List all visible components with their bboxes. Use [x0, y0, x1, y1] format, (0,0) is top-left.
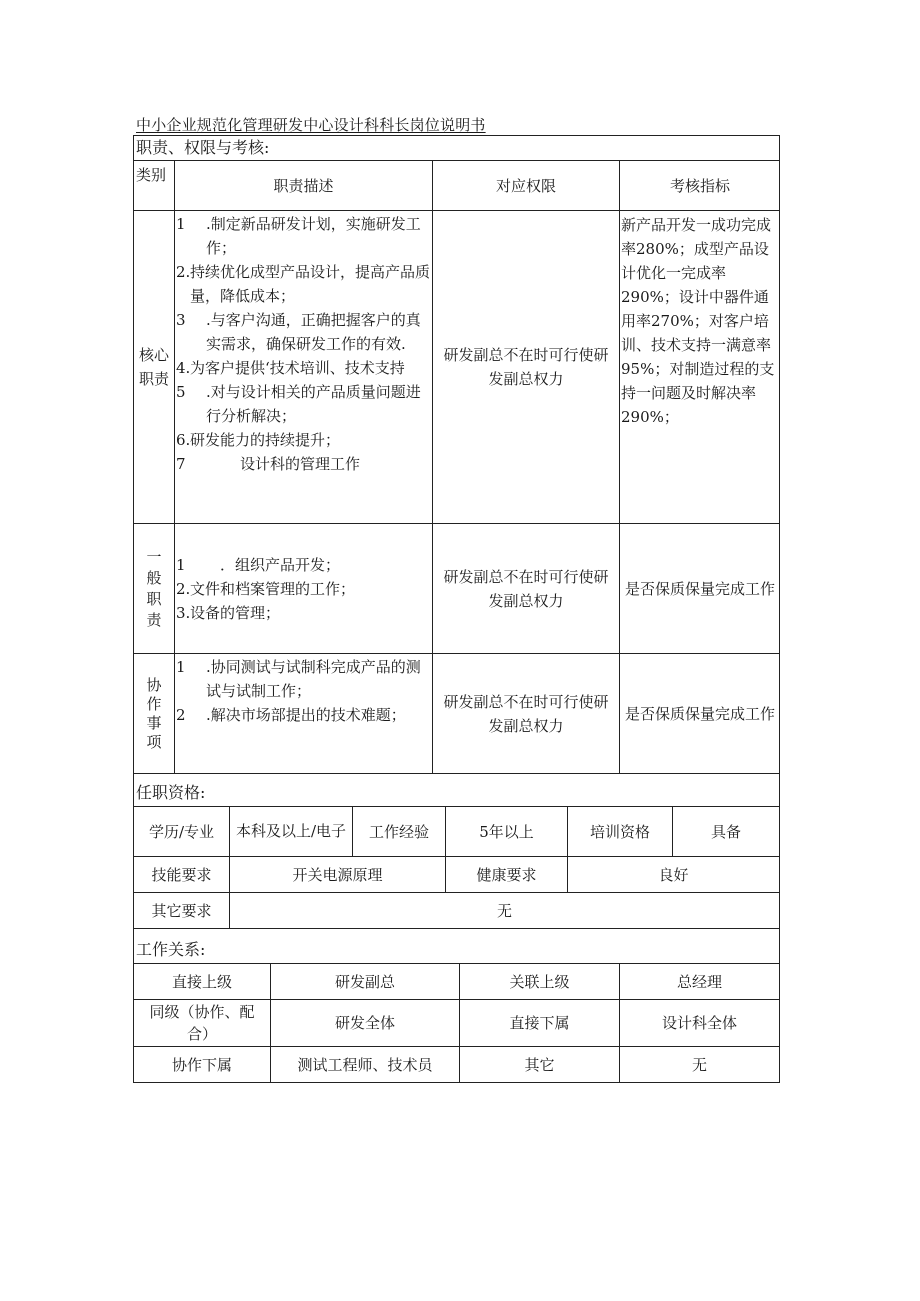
item-number: 7	[176, 455, 186, 473]
item-number: 1	[176, 215, 186, 233]
skill-label: 技能要求	[151, 865, 212, 884]
core-duties-label	[134, 211, 174, 523]
item-number: 2.	[176, 263, 191, 281]
related-superior-label: 关联上级	[509, 972, 570, 991]
coop-authority: 研发副总不在时可行使研发副总权力	[443, 692, 609, 735]
coop-kpi: 是否保质保量完成工作	[624, 704, 775, 723]
list-item	[176, 655, 431, 703]
item-number: 2.	[176, 580, 191, 598]
item-text: 文件和档案管理的工作；	[190, 580, 356, 598]
general-duties-label-text: 一般职责	[146, 547, 162, 629]
item-text: 设计科的管理工作	[240, 455, 361, 473]
row-divider	[133, 773, 780, 774]
item-text: .与客户沟通，正确把握客户的真实需求，确保研发工作的有效.	[206, 311, 421, 353]
health-value: 良好	[658, 865, 689, 884]
subordinate-label: 直接下属	[509, 1014, 570, 1032]
item-number: 4.	[176, 359, 191, 377]
item-number: 3	[176, 311, 186, 329]
header-kpi: 考核指标	[669, 176, 730, 195]
core-duties-list	[176, 212, 431, 522]
item-number: 3.	[176, 604, 191, 622]
item-text: 设备的管理；	[190, 604, 281, 622]
item-text: ．组织产品开发；	[220, 556, 341, 574]
list-item	[176, 212, 431, 260]
coop-subordinate-label: 协作下属	[171, 1056, 232, 1074]
item-text: .制定新品研发计划，实施研发工作；	[206, 215, 421, 257]
list-item	[176, 553, 431, 577]
col-divider	[432, 160, 433, 773]
general-kpi: 是否保质保量完成工作	[624, 579, 775, 598]
item-text: 为客户提供‘技术培训、技术支持	[190, 359, 405, 377]
coop-items-label-text: 协作事项	[146, 675, 162, 751]
col-divider	[619, 160, 620, 773]
section-title-relations: 工作关系:	[136, 940, 206, 959]
list-item	[176, 428, 431, 452]
header-authority: 对应权限	[495, 176, 556, 195]
item-number: 1	[176, 658, 186, 676]
row-divider	[133, 928, 780, 929]
training-label: 培训资格	[589, 822, 650, 841]
coop-subordinate-value: 测试工程师、技术员	[297, 1056, 433, 1074]
experience-value: 5年以上	[479, 822, 534, 841]
item-text: 持续优化成型产品设计，提高产品质量，降低成本；	[190, 263, 431, 305]
list-item	[176, 356, 431, 380]
education-label: 学历/专业	[148, 822, 215, 841]
superior-value: 研发副总	[334, 972, 395, 991]
core-duties-label-text: 核心职责	[138, 346, 169, 388]
general-duties-list	[176, 553, 431, 633]
item-text: .解决市场部提出的技术难题；	[206, 706, 406, 724]
core-authority: 研发副总不在时可行使研发副总权力	[443, 346, 609, 388]
other-relations-label: 其它	[524, 1056, 555, 1074]
section-title-qualifications: 任职资格:	[136, 783, 206, 802]
list-item	[176, 452, 431, 476]
document-title: 中小企业规范化管理研发中心设计科科长岗位说明书	[136, 116, 486, 134]
list-item	[176, 380, 431, 428]
peer-label: 同级（协作、配合）	[149, 1003, 255, 1043]
item-number: 5	[176, 383, 186, 401]
list-item	[176, 703, 431, 727]
list-item	[176, 601, 431, 625]
experience-label: 工作经验	[368, 822, 429, 841]
item-text: .协同测试与试制科完成产品的测试与试制工作；	[206, 658, 421, 700]
other-requirements-label: 其它要求	[151, 901, 212, 920]
coop-items-label	[134, 654, 174, 773]
item-number: 2	[176, 706, 186, 724]
section-title-duties: 职责、权限与考核:	[136, 138, 270, 157]
general-duties-label	[134, 524, 174, 653]
item-text: 研发能力的持续提升；	[190, 431, 341, 449]
header-description: 职责描述	[273, 176, 334, 195]
health-label: 健康要求	[476, 865, 537, 884]
coop-items-list	[176, 655, 431, 770]
core-kpi: 新产品开发一成功完成率280%；成型产品设计优化一完成率290%；设计中器件通用率270%；对客户培训、技术支持一满意率95%；对制造过程的支持一问题及时解决率290%；	[621, 216, 775, 426]
education-value: 本科及以上/电子	[235, 822, 347, 840]
superior-label: 直接上级	[171, 972, 232, 991]
other-relations-value: 无	[691, 1056, 707, 1074]
general-authority: 研发副总不在时可行使研发副总权力	[443, 567, 609, 610]
col-divider	[174, 160, 175, 773]
header-category: 类别	[136, 166, 167, 184]
subordinate-value: 设计科全体	[661, 1014, 737, 1032]
list-item	[176, 308, 431, 356]
peer-value: 研发全体	[334, 1014, 395, 1032]
item-text: .对与设计相关的产品质量问题进行分析解决；	[206, 383, 421, 425]
list-item	[176, 260, 431, 308]
related-superior-value: 总经理	[676, 972, 722, 991]
other-requirements-value: 无	[496, 901, 512, 920]
list-item	[176, 577, 431, 601]
skill-value: 开关电源原理	[292, 865, 383, 884]
item-number: 6.	[176, 431, 191, 449]
training-value: 具备	[710, 822, 741, 841]
item-number: 1	[176, 556, 186, 574]
